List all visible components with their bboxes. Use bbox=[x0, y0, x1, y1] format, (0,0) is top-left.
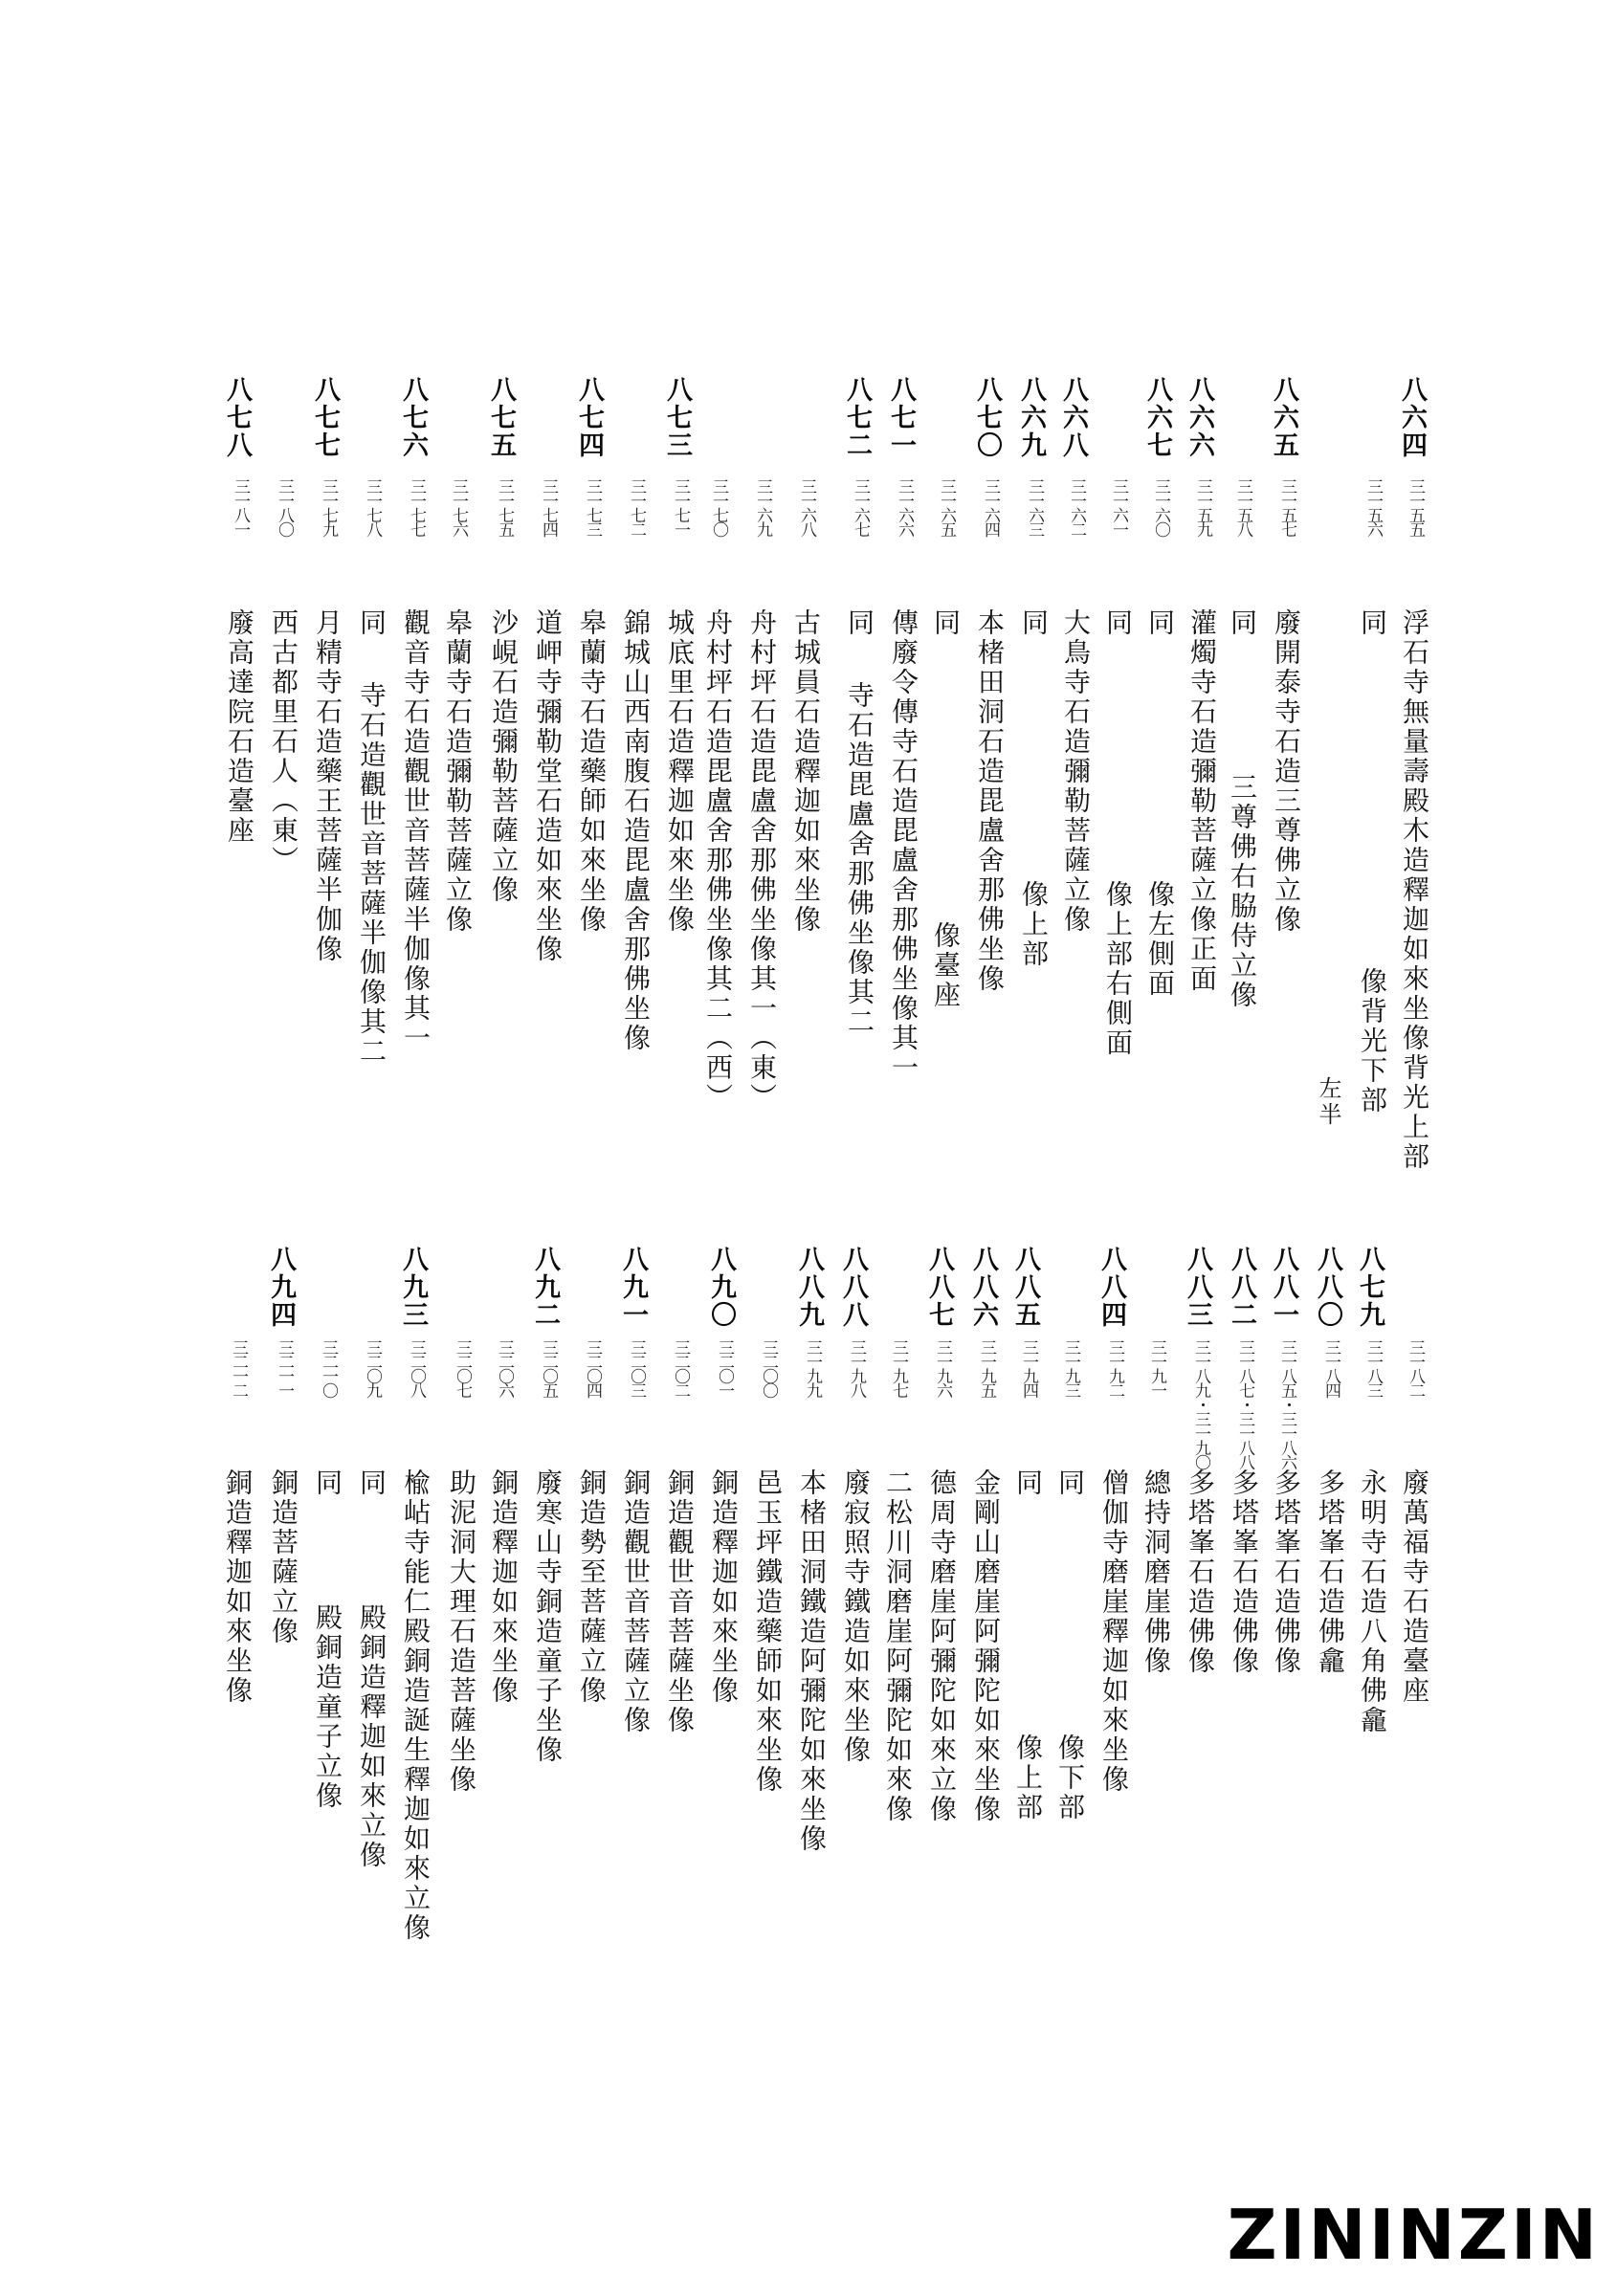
entry-title: 廢高達院石造臺座 bbox=[224, 608, 255, 846]
entry-title: 同 bbox=[1102, 608, 1134, 638]
entry-title: 同 bbox=[1357, 608, 1388, 638]
ref-number: 三一七四 bbox=[539, 478, 558, 536]
ref-number: 三二〇一 bbox=[715, 1339, 734, 1397]
entry-title: 同 bbox=[356, 608, 388, 638]
entry-title: 助泥洞大理石造菩薩坐像 bbox=[446, 1468, 477, 1795]
entry-title: 大鳥寺石造彌勒菩薩立像 bbox=[1060, 608, 1092, 935]
ref-number: 三一六六 bbox=[895, 478, 914, 536]
plate-number: 八七二 bbox=[842, 376, 872, 459]
plate-number: 八七六 bbox=[398, 376, 428, 459]
plate-number: 八七九 bbox=[1355, 1246, 1384, 1329]
entry-subtitle: 三尊佛右脇侍立像 bbox=[1227, 773, 1258, 1010]
plate-number: 八九〇 bbox=[706, 1246, 736, 1329]
ref-number: 三一五九 bbox=[1193, 478, 1212, 536]
plate-number: 八八八 bbox=[838, 1246, 868, 1329]
plate-number: 八六八 bbox=[1058, 376, 1088, 459]
entry-subtitle: 左半 bbox=[1315, 1076, 1341, 1128]
ref-number: 三一八五・三一八六 bbox=[1277, 1339, 1296, 1468]
plate-number: 八六四 bbox=[1397, 376, 1427, 459]
ref-number: 三二〇六 bbox=[495, 1339, 514, 1397]
plate-number: 八七五 bbox=[486, 376, 516, 459]
ref-number: 三二〇七 bbox=[453, 1339, 472, 1397]
entry-title: 城底里石造釋迦如來坐像 bbox=[664, 608, 696, 935]
entry-title: 舟村坪石造毘盧舍那佛坐像其一（東） bbox=[746, 608, 778, 1113]
entry-title: 總持洞磨崖佛像 bbox=[1141, 1468, 1172, 1676]
ref-number: 三二〇三 bbox=[627, 1339, 646, 1397]
ref-number: 三一九八 bbox=[847, 1339, 866, 1397]
ref-number: 三一八九・三一九〇 bbox=[1191, 1339, 1210, 1468]
plate-number: 八七三 bbox=[662, 376, 692, 459]
entry-title: 廢寂照寺鐵造如來坐像 bbox=[840, 1468, 872, 1765]
plate-number: 八七七 bbox=[310, 376, 340, 459]
entry-subtitle: 像上部右側面 bbox=[1102, 880, 1134, 1058]
ref-number: 三一七二 bbox=[627, 478, 646, 536]
entry-title: 楡岾寺能仁殿銅造誕生釋迦如來立像 bbox=[400, 1468, 432, 1943]
ref-number: 三一六〇 bbox=[1151, 478, 1170, 536]
ref-number: 三一九四 bbox=[1019, 1339, 1038, 1397]
entry-title: 灌燭寺石造彌勒菩薩立像正面 bbox=[1186, 608, 1218, 994]
entry-title: 銅造釋迦如來坐像 bbox=[488, 1468, 520, 1706]
ref-number: 三一六五 bbox=[937, 478, 956, 536]
entry-title: 本楮田洞石造毘盧舍那佛坐像 bbox=[974, 608, 1006, 994]
entry-subtitle: 像臺座 bbox=[930, 921, 962, 1010]
entry-subtitle: 殿銅造釋迦如來立像 bbox=[356, 1603, 388, 1870]
plate-number: 八九二 bbox=[530, 1246, 560, 1329]
entry-title: 銅造觀世音菩薩立像 bbox=[620, 1468, 652, 1735]
entry-title: 同 bbox=[844, 608, 875, 638]
entry-title: 同 bbox=[1012, 1468, 1044, 1498]
entry-title: 廢開泰寺石造三尊佛立像 bbox=[1271, 608, 1302, 935]
ref-number: 三二〇九 bbox=[363, 1339, 382, 1397]
ref-number: 三二一〇 bbox=[319, 1339, 338, 1397]
plate-number: 八六六 bbox=[1185, 376, 1214, 459]
plate-number: 八八〇 bbox=[1313, 1246, 1342, 1329]
entry-subtitle: 寺石造觀世音菩薩半伽像其二 bbox=[356, 681, 388, 1067]
ref-number: 三一五五 bbox=[1406, 478, 1425, 536]
entry-title: 道岬寺彌勒堂石造如來坐像 bbox=[532, 608, 564, 964]
plate-number: 八六七 bbox=[1142, 376, 1172, 459]
entry-title: 永明寺石造八角佛龕 bbox=[1357, 1468, 1388, 1735]
plate-number: 八七八 bbox=[222, 376, 252, 459]
ref-number: 三一五七 bbox=[1277, 478, 1296, 536]
plate-number: 八七一 bbox=[886, 376, 916, 459]
ref-number: 三一七一 bbox=[671, 478, 690, 536]
plate-number: 八八二 bbox=[1227, 1246, 1256, 1329]
entry-title: 廢寒山寺銅造童子坐像 bbox=[532, 1468, 564, 1765]
entry-title: 同 bbox=[356, 1468, 388, 1498]
ref-number: 三二一二 bbox=[229, 1339, 248, 1397]
entry-subtitle: 像上部 bbox=[1012, 1733, 1044, 1822]
entry-title: 古城員石造釋迦如來坐像 bbox=[790, 608, 822, 935]
entry-title: 廢萬福寺石造臺座 bbox=[1399, 1468, 1430, 1706]
entry-title: 皋蘭寺石造彌勒菩薩立像 bbox=[442, 608, 474, 935]
plate-number: 八九三 bbox=[398, 1246, 428, 1329]
ref-number: 三一九五 bbox=[977, 1339, 996, 1397]
ref-number: 三一七六 bbox=[449, 478, 468, 536]
ref-number: 三一九六 bbox=[933, 1339, 952, 1397]
ref-number: 三一五六 bbox=[1363, 478, 1383, 536]
ref-number: 三一七〇 bbox=[709, 478, 728, 536]
entry-title: 多塔峯石造佛龕 bbox=[1315, 1468, 1346, 1676]
entry-title: 多塔峯石造佛像 bbox=[1229, 1468, 1260, 1676]
ref-number: 三一六三 bbox=[1025, 478, 1044, 536]
plate-number: 八八五 bbox=[1010, 1246, 1040, 1329]
entry-title: 傳廢令傳寺石造毘盧舍那佛坐像其一 bbox=[888, 608, 919, 1083]
ref-number: 三一七七 bbox=[407, 478, 426, 536]
entry-title: 浮石寺無量壽殿木造釋迦如來坐像背光上部 bbox=[1399, 608, 1430, 1172]
ref-number: 三一六四 bbox=[981, 478, 1000, 536]
entry-title: 同 bbox=[312, 1468, 343, 1498]
entry-title: 二松川洞磨崖阿彌陀如來像 bbox=[882, 1468, 914, 1824]
ref-number: 三一七三 bbox=[583, 478, 602, 536]
ref-number: 三一六七 bbox=[851, 478, 870, 536]
plate-number: 八八六 bbox=[968, 1246, 998, 1329]
entry-subtitle: 像上部 bbox=[1018, 880, 1050, 969]
ref-number: 三一九二 bbox=[1105, 1339, 1124, 1397]
ref-number: 三一九一 bbox=[1147, 1339, 1166, 1397]
entry-title: 多塔峯石造佛像 bbox=[1185, 1468, 1216, 1676]
entry-title: 德周寺磨崖阿彌陀如來立像 bbox=[926, 1468, 958, 1824]
entry-title: 銅造勢至菩薩立像 bbox=[576, 1468, 608, 1706]
plate-number: 八八七 bbox=[924, 1246, 954, 1329]
entry-subtitle: 像背光下部 bbox=[1357, 967, 1388, 1115]
entry-subtitle: 像下部 bbox=[1054, 1733, 1086, 1822]
ref-number: 三一八二 bbox=[1406, 1339, 1425, 1397]
ref-number: 三一五八 bbox=[1233, 478, 1252, 536]
entry-title: 沙峴石造彌勒菩薩立像 bbox=[488, 608, 520, 905]
entry-title: 多塔峯石造佛像 bbox=[1271, 1468, 1302, 1676]
ref-number: 三一九七 bbox=[889, 1339, 908, 1397]
ref-number: 三二〇四 bbox=[583, 1339, 602, 1397]
ref-number: 三一六九 bbox=[753, 478, 772, 536]
entry-subtitle: 殿銅造童子立像 bbox=[312, 1603, 343, 1811]
ref-number: 三二一一 bbox=[275, 1339, 294, 1397]
plate-number: 八八一 bbox=[1269, 1246, 1298, 1329]
entry-title: 觀音寺石造觀世音菩薩半伽像其一 bbox=[400, 608, 432, 1053]
plate-number: 八八九 bbox=[794, 1246, 824, 1329]
plate-number: 八七〇 bbox=[972, 376, 1002, 459]
entry-subtitle: 寺石造毘盧舍那佛坐像其二 bbox=[844, 681, 875, 1037]
entry-title: 月精寺石造藥王菩薩半伽像 bbox=[312, 608, 343, 964]
entry-title: 同 bbox=[1144, 608, 1176, 638]
plate-number: 八八三 bbox=[1183, 1246, 1212, 1329]
ref-number: 三一八七・三一八八 bbox=[1235, 1339, 1254, 1468]
entry-title: 僧伽寺磨崖釋迦如來坐像 bbox=[1098, 1468, 1130, 1795]
entry-title: 同 bbox=[1054, 1468, 1086, 1498]
ref-number: 三一八三 bbox=[1363, 1339, 1383, 1397]
ref-number: 三一七九 bbox=[319, 478, 338, 536]
entry-title: 舟村坪石造毘盧舍那佛坐像其二（西） bbox=[702, 608, 734, 1113]
ref-number: 三一九九 bbox=[803, 1339, 822, 1397]
ref-number: 三一七五 bbox=[495, 478, 514, 536]
plate-number: 八六九 bbox=[1016, 376, 1046, 459]
ref-number: 三一八四 bbox=[1321, 1339, 1340, 1397]
ref-number: 三二〇八 bbox=[407, 1339, 426, 1397]
entry-title: 銅造釋迦如來坐像 bbox=[222, 1468, 254, 1706]
entry-subtitle: 像左側面 bbox=[1144, 880, 1176, 999]
ref-number: 三一六八 bbox=[797, 478, 816, 536]
entry-title: 銅造觀世音菩薩坐像 bbox=[664, 1468, 696, 1735]
plate-number: 八六五 bbox=[1269, 376, 1298, 459]
ref-number: 三一六二 bbox=[1067, 478, 1086, 536]
entry-title: 本楮田洞鐵造阿彌陀如來坐像 bbox=[796, 1468, 828, 1854]
plate-number: 八九一 bbox=[618, 1246, 648, 1329]
entry-title: 皋蘭寺石造藥師如來坐像 bbox=[576, 608, 608, 935]
ref-number: 三一八一 bbox=[231, 478, 250, 536]
plate-number: 八九四 bbox=[266, 1246, 296, 1329]
ref-number: 三二〇〇 bbox=[759, 1339, 778, 1397]
ref-number: 三二〇二 bbox=[671, 1339, 690, 1397]
entry-title: 錦城山西南腹石造毘盧舍那佛坐像 bbox=[620, 608, 652, 1053]
entry-title: 邑玉坪鐵造藥師如來坐像 bbox=[752, 1468, 784, 1795]
plate-number: 八七四 bbox=[574, 376, 604, 459]
entry-title: 同 bbox=[1018, 608, 1050, 638]
ref-number: 三一七八 bbox=[363, 478, 382, 536]
entry-title: 同 bbox=[930, 608, 962, 638]
ref-number: 三一九三 bbox=[1061, 1339, 1080, 1397]
entry-title: 銅造釋迦如來坐像 bbox=[708, 1468, 740, 1706]
ref-number: 三一八〇 bbox=[275, 478, 294, 536]
ref-number: 三一六一 bbox=[1109, 478, 1128, 536]
watermark-logo: ZININZIN bbox=[1227, 2195, 1600, 2275]
entry-title: 西古都里石人（東） bbox=[268, 608, 299, 875]
entry-title: 銅造菩薩立像 bbox=[268, 1468, 299, 1646]
entry-title: 同 bbox=[1227, 608, 1258, 638]
ref-number: 三二〇五 bbox=[539, 1339, 558, 1397]
plate-number: 八八四 bbox=[1096, 1246, 1126, 1329]
entry-title: 金剛山磨崖阿彌陀如來坐像 bbox=[970, 1468, 1002, 1824]
